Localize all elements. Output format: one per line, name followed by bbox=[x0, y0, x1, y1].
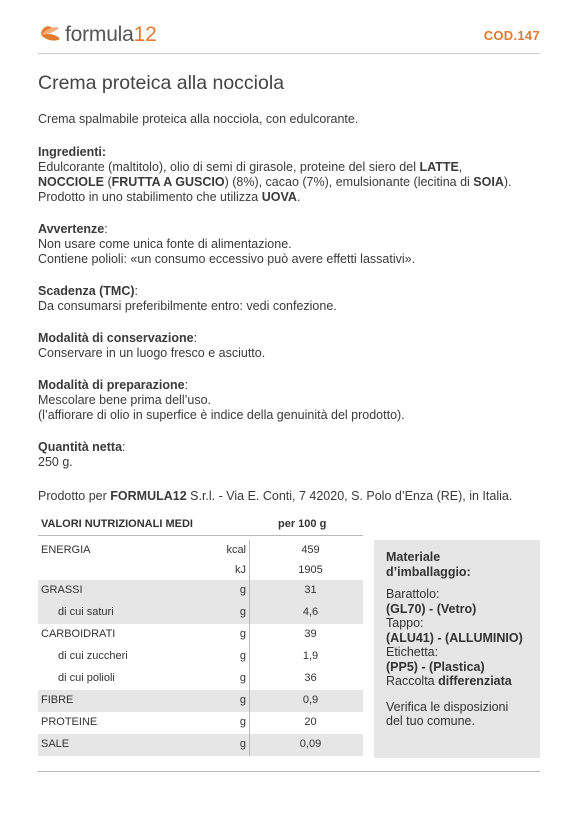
preparation-line-2: (l’affiorare di olio in superfice è indice della genuinità del prodotto). bbox=[38, 408, 405, 422]
nutrition-row bbox=[38, 668, 363, 690]
warnings-line-1: Non usare come unica fonte di alimentazione. bbox=[38, 237, 292, 251]
warnings-title: Avvertenze: bbox=[38, 222, 108, 236]
nutrition-area bbox=[38, 514, 540, 750]
packaging-box bbox=[374, 540, 540, 758]
verify-line-2: del tuo comune. bbox=[386, 714, 475, 728]
nutrient-value: 0,9 bbox=[302, 694, 319, 706]
nutrient-name: CARBOIDRATI bbox=[41, 628, 116, 640]
cap-value: (ALU41) - (ALLUMINIO) bbox=[386, 630, 523, 645]
nutrition-row bbox=[38, 560, 363, 580]
product-description: Crema spalmabile proteica alla nocciola, con edulcorante. bbox=[38, 112, 359, 126]
brand-logo bbox=[38, 20, 157, 50]
nutrient-name: ENERGIA bbox=[41, 544, 91, 556]
nutrient-unit: g bbox=[239, 650, 246, 662]
nutrient-unit: g bbox=[239, 584, 246, 596]
nutrition-row bbox=[38, 712, 363, 734]
column-divider bbox=[249, 690, 250, 712]
nutrient-value: 1,9 bbox=[302, 650, 319, 662]
preparation-line-1: Mescolare bene prima dell’uso. bbox=[38, 393, 212, 407]
collection-note: Raccolta differenziata bbox=[386, 674, 512, 688]
ingredients-line-1: Edulcorante (maltitolo), olio di semi di girasole, proteine del siero del LATTE, bbox=[38, 160, 463, 174]
nutrient-unit: g bbox=[239, 628, 246, 640]
product-title: Crema proteica alla nocciola bbox=[38, 72, 285, 94]
bottom-divider bbox=[38, 771, 540, 772]
nutrition-row bbox=[38, 646, 363, 668]
nutrition-header-label: VALORI NUTRIZIONALI MEDI bbox=[41, 518, 193, 530]
nutrient-name: di cui polioli bbox=[58, 672, 115, 684]
nutrient-value: 39 bbox=[304, 628, 317, 640]
nutrient-name: FIBRE bbox=[41, 694, 74, 706]
brand-wordmark: formula12 bbox=[65, 23, 157, 46]
nutrient-unit: g bbox=[239, 694, 246, 706]
nutrition-header bbox=[38, 514, 363, 536]
warnings-line-2: Contiene polioli: «un consumo eccessivo può avere effetti lassativi». bbox=[38, 252, 416, 266]
nutrition-row bbox=[38, 690, 363, 712]
ingredients-line-3: Prodotto in uno stabilimento che utilizza UOVA. bbox=[38, 190, 301, 204]
page-header bbox=[38, 18, 540, 54]
nutrition-row bbox=[38, 624, 363, 646]
jar-value: (GL70) - (Vetro) bbox=[386, 601, 477, 616]
verify-line-1: Verifica le disposizioni bbox=[386, 699, 509, 714]
packaging-title: Materiale d’imballaggio: bbox=[386, 550, 471, 579]
nutrient-unit: g bbox=[239, 716, 246, 728]
nutrient-name: di cui saturi bbox=[58, 606, 114, 618]
nutrition-table bbox=[38, 540, 363, 756]
nutrient-name: di cui zuccheri bbox=[58, 650, 128, 662]
expiry-line-1: Da consumarsi preferibilmente entro: vedi confezione. bbox=[38, 299, 337, 313]
nutrient-unit: kJ bbox=[235, 564, 246, 576]
leaf-logo-icon bbox=[38, 22, 64, 48]
ingredients-line-2: NOCCIOLE (FRUTTA A GUSCIO) (8%), cacao (7%), emulsionante (lecitina di SOIA). bbox=[38, 175, 512, 189]
jar-label: Barattolo: bbox=[386, 587, 440, 601]
nutrient-value: 0,09 bbox=[299, 738, 322, 750]
nutrient-value: 36 bbox=[304, 672, 317, 684]
column-divider bbox=[249, 560, 250, 580]
producer-section bbox=[38, 489, 548, 504]
column-divider bbox=[249, 624, 250, 646]
ingredients-section bbox=[38, 145, 548, 205]
nutrition-header-per: per 100 g bbox=[278, 518, 327, 530]
column-divider bbox=[249, 646, 250, 668]
nutrient-unit: kcal bbox=[226, 544, 246, 556]
label-value: (PP5) - (Plastica) bbox=[386, 659, 485, 674]
nutrient-unit: g bbox=[239, 606, 246, 618]
storage-line-1: Conservare in un luogo fresco e asciutto. bbox=[38, 346, 266, 360]
expiry-section bbox=[38, 284, 548, 314]
nutrition-row bbox=[38, 580, 363, 602]
column-divider bbox=[249, 668, 250, 690]
nutrient-value: 459 bbox=[301, 544, 320, 556]
label-label: Etichetta: bbox=[386, 645, 439, 659]
column-divider bbox=[249, 712, 250, 734]
quantity-section bbox=[38, 440, 548, 470]
preparation-title: Modalità di preparazione: bbox=[38, 378, 189, 392]
quantity-title: Quantità netta: bbox=[38, 440, 126, 454]
product-info bbox=[38, 112, 548, 504]
expiry-title: Scadenza (TMC): bbox=[38, 284, 139, 298]
column-divider bbox=[249, 602, 250, 624]
quantity-line-1: 250 g. bbox=[38, 455, 73, 469]
product-code: COD.147 bbox=[483, 28, 540, 43]
nutrient-unit: g bbox=[239, 672, 246, 684]
nutrition-row bbox=[38, 734, 363, 756]
nutrient-value: 1905 bbox=[298, 564, 323, 576]
nutrient-name: GRASSI bbox=[41, 584, 83, 596]
producer-line: Prodotto per FORMULA12 S.r.l. - Via E. Conti, 7 42020, S. Polo d’Enza (RE), in Italia. bbox=[38, 489, 513, 503]
cap-label: Tappo: bbox=[386, 616, 424, 630]
nutrient-value: 20 bbox=[304, 716, 317, 728]
nutrition-row bbox=[38, 602, 363, 624]
column-divider bbox=[249, 734, 250, 756]
nutrient-value: 4,6 bbox=[302, 606, 319, 618]
nutrition-row bbox=[38, 540, 363, 560]
column-divider bbox=[249, 580, 250, 602]
column-divider bbox=[249, 540, 250, 560]
ingredients-title: Ingredienti: bbox=[38, 145, 107, 159]
storage-title: Modalità di conservazione: bbox=[38, 331, 198, 345]
nutrient-name: SALE bbox=[41, 738, 70, 750]
preparation-section bbox=[38, 378, 548, 423]
nutrient-value: 31 bbox=[304, 584, 317, 596]
warnings-section bbox=[38, 222, 548, 267]
nutrient-name: PROTEINE bbox=[41, 716, 98, 728]
nutrient-unit: g bbox=[239, 738, 246, 750]
storage-section bbox=[38, 331, 548, 361]
